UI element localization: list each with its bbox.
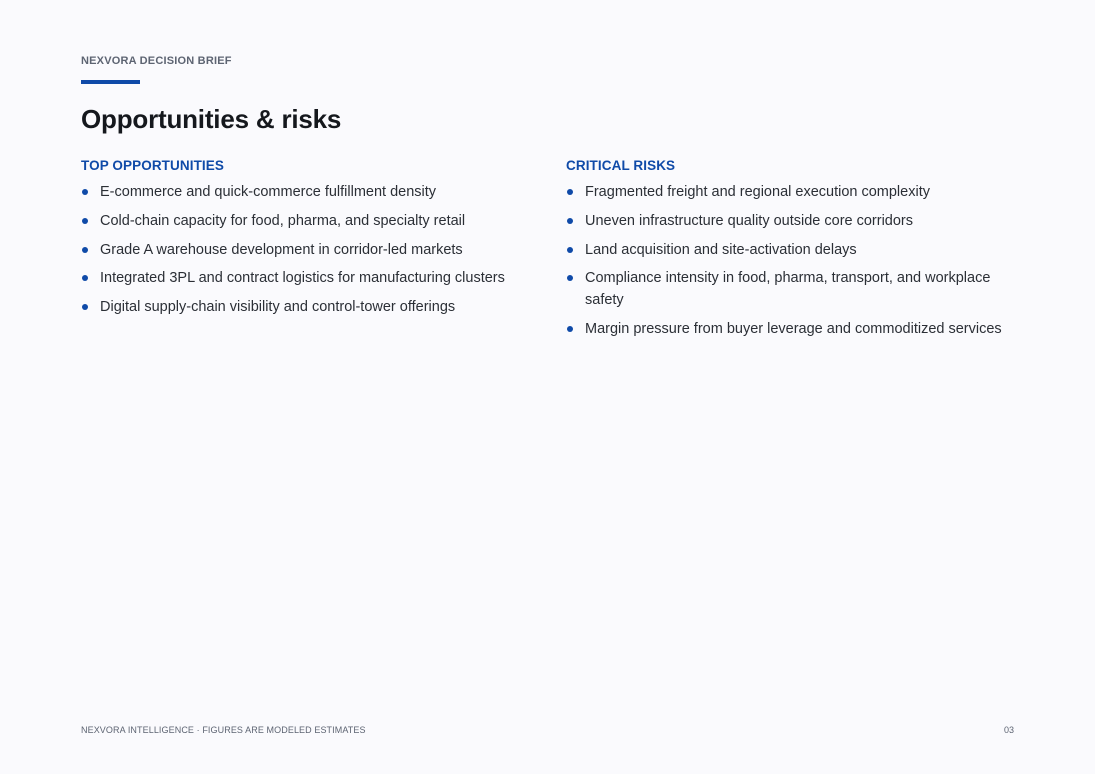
bullet-dot-icon (567, 326, 573, 332)
bullet-dot-icon (82, 275, 88, 281)
accent-bar (81, 80, 140, 84)
bullet-dot-icon (82, 247, 88, 253)
risk-text: Margin pressure from buyer leverage and commoditized services (585, 321, 1002, 338)
opportunity-item (81, 181, 531, 203)
opportunity-item (81, 267, 531, 289)
risk-text: Uneven infrastructure quality outside core corridors (585, 212, 914, 229)
risks-list (566, 181, 1016, 340)
bullet-dot-icon (567, 247, 573, 253)
bullet-dot-icon (567, 218, 573, 224)
page-number: 03 (1003, 725, 1014, 735)
brief-kicker: NEXVORA DECISION BRIEF (81, 55, 232, 67)
risk-text: Land acquisition and site-activation delays (585, 241, 857, 258)
bullet-dot-icon (82, 218, 88, 224)
document-page (81, 0, 1014, 774)
opportunity-text: Cold-chain capacity for food, pharma, and specialty retail (100, 212, 466, 229)
opportunity-item (81, 239, 531, 261)
bullet-dot-icon (82, 304, 88, 310)
opportunity-item (81, 296, 531, 318)
risk-item (566, 210, 1016, 232)
bullet-dot-icon (82, 189, 88, 195)
bullet-dot-icon (567, 189, 573, 195)
risk-item (566, 318, 1016, 340)
opportunity-text: Integrated 3PL and contract logistics for manufacturing clusters (100, 270, 505, 287)
footer-source-note: NEXVORA INTELLIGENCE · FIGURES ARE MODELED ESTIMATES (81, 725, 366, 735)
risk-text: Fragmented freight and regional execution complexity (585, 184, 930, 200)
risk-item (566, 267, 1016, 311)
risks-heading: CRITICAL RISKS (566, 158, 676, 173)
risk-text: Compliance intensity in food, pharma, transport, and workplace safety (585, 270, 991, 309)
opportunity-text: Digital supply-chain visibility and control-tower offerings (100, 299, 456, 316)
opportunities-heading: TOP OPPORTUNITIES (81, 158, 224, 173)
page-title: Opportunities & risks (81, 104, 342, 134)
opportunity-text: Grade A warehouse development in corridor-led markets (100, 241, 463, 258)
risk-item (566, 239, 1016, 261)
opportunity-item (81, 210, 531, 232)
opportunities-list (81, 181, 531, 318)
bullet-dot-icon (567, 275, 573, 281)
opportunity-text: E-commerce and quick-commerce fulfillment density (100, 184, 437, 200)
opportunities-column (81, 158, 531, 325)
risk-item (566, 181, 1016, 203)
risks-column (566, 158, 1016, 347)
